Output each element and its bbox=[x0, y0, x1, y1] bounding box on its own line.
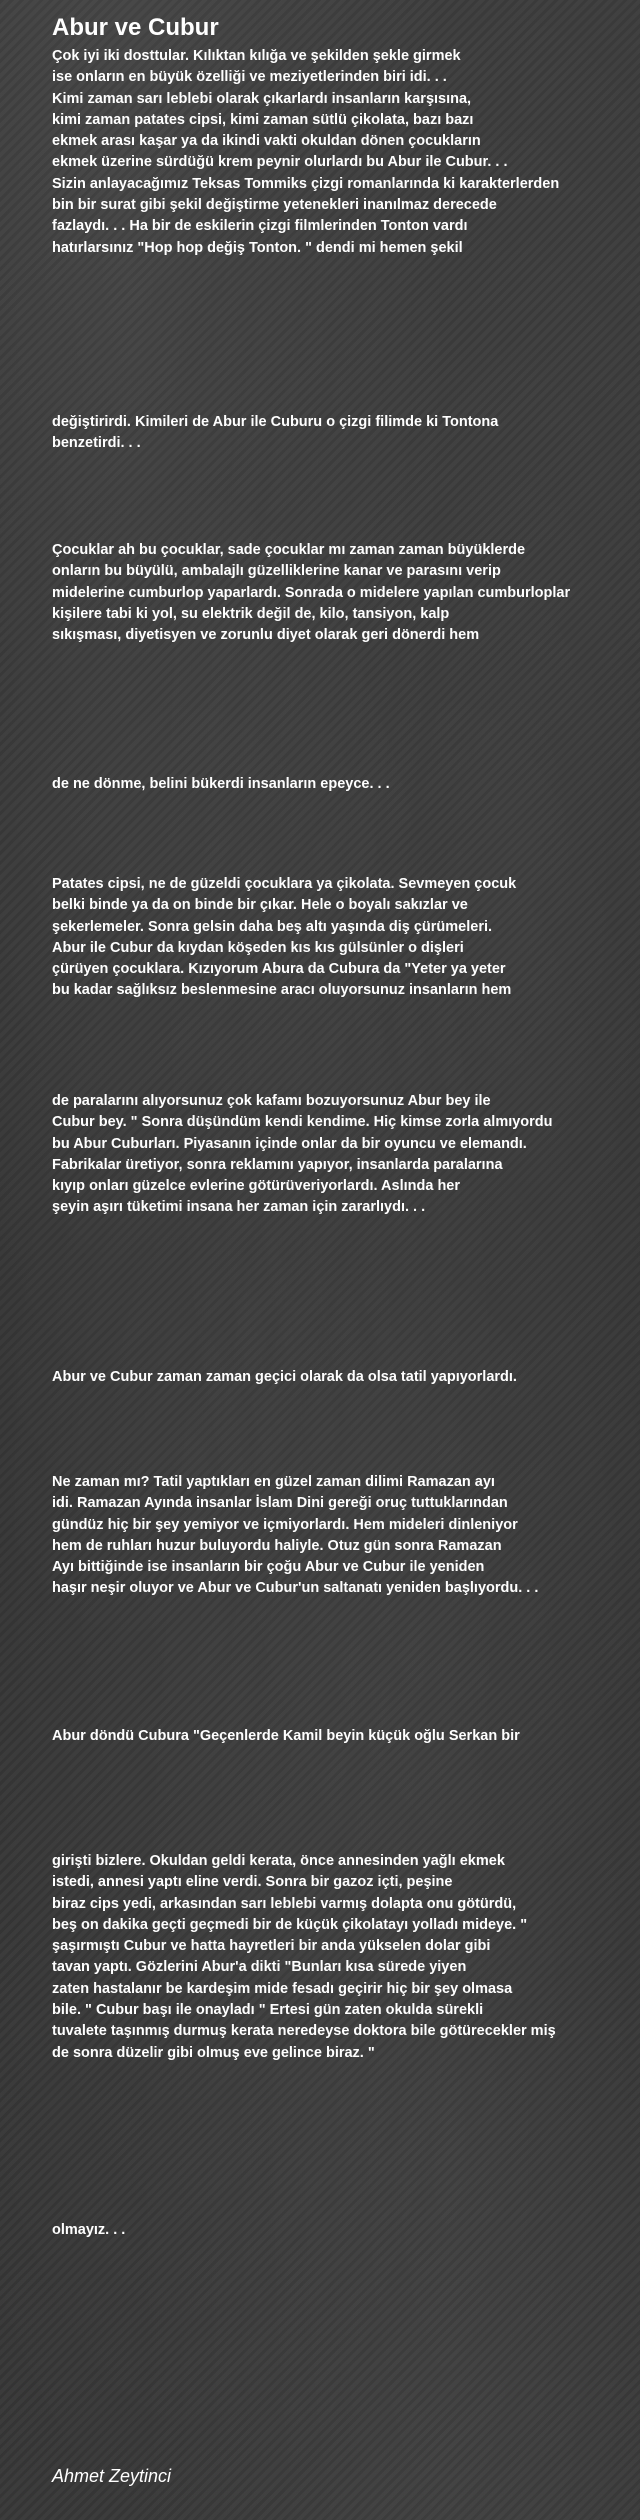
stanza bbox=[52, 540, 632, 646]
text-line: de ne dönme, belini bükerdi insanların epeyce. . . bbox=[52, 776, 390, 792]
text-line: Abur ve Cubur zaman zaman geçici olarak da olsa tatil yapıyorlardı. bbox=[52, 1369, 517, 1385]
text-line: Sizin anlayacağımız Teksas Tommiks çizgi romanlarında ki karakterlerden bbox=[52, 175, 560, 192]
poem-title: Abur ve Cubur bbox=[52, 14, 219, 41]
stanza bbox=[52, 1726, 632, 1747]
text-line: Abur döndü Cubura "Geçenlerde Kamil beyin küçük oğlu Serkan bir bbox=[52, 1728, 520, 1744]
text-line: şeyin aşırı tüketimi insana her zaman için zararlıydı. . . bbox=[52, 1199, 426, 1216]
text-line: hem de ruhları huzur buluyordu haliyle. Otuz gün sonra Ramazan bbox=[52, 1537, 502, 1554]
text-line: hatırlarsınız "Hop hop değiş Tonton. " dendi mi hemen şekil bbox=[52, 239, 463, 256]
text-line: istedi, annesi yaptı eline verdi. Sonra bir gazoz içti, peşine bbox=[52, 1874, 453, 1891]
text-line: Cubur bey. " Sonra düşündüm kendi kendime. Hiç kimse zorla almıyordu bbox=[52, 1114, 553, 1131]
text-line: idi. Ramazan Ayında insanlar İslam Dini gereği oruç tuttuklarından bbox=[52, 1495, 508, 1512]
stanza bbox=[52, 1091, 632, 1219]
text-line: bin bir surat gibi şekil değiştirme yetenekleri inanılmaz derecede bbox=[52, 197, 497, 214]
text-line: haşır neşir oluyor ve Abur ve Cubur'un saltanatı yeniden başlıyordu. . . bbox=[52, 1580, 539, 1597]
text-line: bile. " Cubur başı ile onayladı " Ertesi gün zaten okulda sürekli bbox=[52, 2002, 484, 2019]
text-line: biraz cips yedi, arkasından sarı leblebi varmış dolapta onu götürdü, bbox=[52, 1895, 517, 1912]
text-line: midelerine cumburlop yaparlardı. Sonrada o midelere yapılan cumburloplar bbox=[52, 584, 571, 601]
stanza bbox=[52, 46, 632, 259]
stanza bbox=[52, 412, 632, 455]
text-line: de sonra düzelir gibi olmuş eve gelince biraz. " bbox=[52, 2044, 375, 2061]
text-line: benzetirdi. . . bbox=[52, 435, 141, 452]
text-line: değiştirirdi. Kimileri de Abur ile Cuburu o çizgi filimde ki Tontona bbox=[52, 414, 499, 430]
text-line: zaten hastalanır be kardeşim mide fesadı geçirir hiç bir şey olmasa bbox=[52, 1980, 513, 1997]
text-line: Çocuklar ah bu çocuklar, sade çocuklar mı zaman zaman büyüklerde bbox=[52, 542, 526, 558]
text-line: gündüz hiç bir şey yemiyor ve içmiyorlardı. Hem mideleri dinleniyor bbox=[52, 1516, 518, 1533]
author-name: Ahmet Zeytinci bbox=[52, 2466, 172, 2486]
stanza bbox=[52, 1851, 632, 2064]
text-line: onların bu büyülü, ambalajlı güzelliklerine kanar ve parasını verip bbox=[52, 563, 501, 580]
stanza bbox=[52, 1472, 632, 1600]
text-line: Kimi zaman sarı leblebi olarak çıkarlardı insanların karşısına, bbox=[52, 90, 472, 107]
stanza bbox=[52, 774, 632, 795]
text-line: fazlaydı. . . Ha bir de eskilerin çizgi filmlerinden Tonton vardı bbox=[52, 218, 468, 235]
text-line: şaşırmıştı Cubur ve hatta hayretleri bir anda yükselen dolar gibi bbox=[52, 1938, 491, 1955]
text-line: Ayı bittiğinde ise insanların bir çoğu Abur ve Cubur ile yeniden bbox=[52, 1559, 485, 1576]
text-line: olmayız. . . bbox=[52, 2222, 126, 2238]
text-line: Patates cipsi, ne de güzeldi çocuklara ya çikolata. Sevmeyen çocuk bbox=[52, 876, 517, 892]
text-line: bu kadar sağlıksız beslenmesine aracı oluyorsunuz insanların hem bbox=[52, 982, 512, 999]
text-line: Abur ile Cubur da kıydan köşeden kıs kıs gülsünler o dişleri bbox=[52, 939, 464, 956]
text-line: beş on dakika geçti geçmedi bir de küçük çikolatayı yolladı mideye. " bbox=[52, 1916, 528, 1933]
text-line: çürüyen çocuklara. Kızıyorum Abura da Cubura da "Yeter ya yeter bbox=[52, 961, 506, 978]
text-line: girişti bizlere. Okuldan geldi kerata, önce annesinden yağlı ekmek bbox=[52, 1853, 505, 1869]
text-line: sıkışması, diyetisyen ve zorunlu diyet olarak geri dönerdi hem bbox=[52, 627, 480, 644]
text-line: Fabrikalar üretiyor, sonra reklamını yapıyor, insanlarda paralarına bbox=[52, 1156, 503, 1173]
text-line: Ne zaman mı? Tatil yaptıkları en güzel zaman dilimi Ramazan ayı bbox=[52, 1474, 495, 1490]
text-line: bu Abur Cuburları. Piyasanın içinde onlar da bir oyuncu ve elemandı. bbox=[52, 1135, 527, 1152]
text-line: Çok iyi iki dosttular. Kılıktan kılığa ve şekilden şekle girmek bbox=[52, 48, 461, 64]
stanza bbox=[52, 874, 632, 1002]
text-line: tuvalete taşınmış durmuş kerata neredeyse doktora bile götürecekler miş bbox=[52, 2023, 556, 2040]
text-line: ise onların en büyük özelliği ve meziyetlerinden biri idi. . . bbox=[52, 69, 447, 86]
text-line: ekmek üzerine sürdüğü krem peynir olurlardı bu Abur ile Cubur. . . bbox=[52, 154, 508, 171]
text-line: belki binde ya da on binde bir çıkar. Hele o boyalı sakızlar ve bbox=[52, 897, 468, 914]
text-line: tavan yaptı. Gözlerini Abur'a dikti "Bunları kısa sürede yiyen bbox=[52, 1959, 467, 1976]
text-line: şekerlemeler. Sonra gelsin daha beş altı yaşında diş çürümeleri. bbox=[52, 918, 493, 935]
text-line: kimi zaman patates cipsi, kimi zaman sütlü çikolata, bazı bazı bbox=[52, 111, 474, 128]
text-line: kişilere tabi ki yol, su elektrik değil de, kilo, tansiyon, kalp bbox=[52, 605, 450, 622]
text-line: de paralarını alıyorsunuz çok kafamı bozuyorsunuz Abur bey ile bbox=[52, 1093, 491, 1109]
stanza bbox=[52, 1367, 632, 1388]
stanza bbox=[52, 2220, 632, 2241]
text-line: ekmek arası kaşar ya da ikindi vakti okuldan dönen çocukların bbox=[52, 133, 481, 150]
text-line: kıyıp onları güzelce evlerine götürüveriyorlardı. Aslında her bbox=[52, 1178, 461, 1195]
